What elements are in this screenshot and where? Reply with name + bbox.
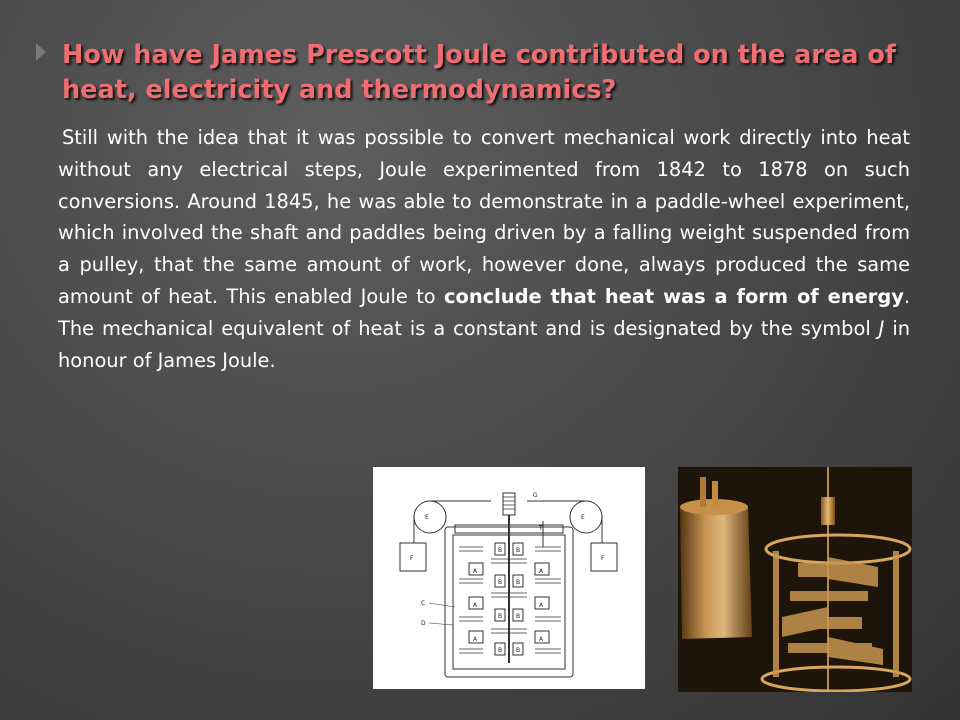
label-a: A	[473, 602, 478, 609]
slide-title: How have James Prescott Joule contributed on the area of heat, electricity and thermodynamics?	[62, 40, 896, 105]
paddle-wheel-diagram	[373, 467, 645, 689]
label-g: G	[533, 492, 538, 499]
label-b: B	[516, 547, 521, 554]
pulley-right-circle	[570, 501, 602, 533]
label-c: C	[421, 600, 426, 607]
label-b: B	[498, 579, 503, 586]
slide-bullet	[36, 43, 46, 61]
label-e-right: E	[581, 514, 585, 521]
paragraph-italic-symbol: J	[878, 316, 885, 340]
paragraph-text-2: . The mechanical equivalent of heat is a constant and is designated by the symbol	[58, 284, 911, 340]
paragraph-text-3: in honour of James Joule.	[58, 316, 911, 372]
label-a: A	[473, 568, 478, 575]
label-a: A	[473, 636, 478, 643]
spindle-collar	[821, 497, 835, 525]
paddle-wheel-apparatus-photo	[678, 467, 912, 692]
label-a: A	[539, 636, 544, 643]
label-b: B	[516, 613, 521, 620]
paragraph-text-1: Still with the idea that it was possible to convert mechanical work directly into heat without any electrical steps, Joule experimented from 1842 to 1878 on such conversions. Around 1845, he was able to demonstrate in a paddle-wheel experiment, which involved the shaft and paddles being driven by a falling weight suspended from a pulley, that the same amount of work, however done, always produced the same amount of heat. This enabled Joule to	[58, 126, 910, 308]
label-b: B	[516, 647, 521, 654]
label-a: A	[539, 568, 544, 575]
label-b: B	[498, 547, 503, 554]
paragraph-bold-text: conclude that heat was a form of energy	[444, 284, 904, 308]
label-e-left: E	[425, 514, 429, 521]
label-f-left: F	[410, 555, 414, 562]
label-b: B	[516, 579, 521, 586]
label-f-right: F	[601, 555, 605, 562]
pulley-left-circle	[414, 501, 446, 533]
label-b: B	[498, 613, 503, 620]
label-a: A	[539, 602, 544, 609]
spool	[503, 493, 515, 515]
body-paragraph	[58, 122, 910, 376]
label-d: D	[421, 620, 426, 627]
label-b: B	[498, 647, 503, 654]
label-t: T	[539, 525, 543, 532]
vessel-cylinder	[680, 507, 752, 639]
